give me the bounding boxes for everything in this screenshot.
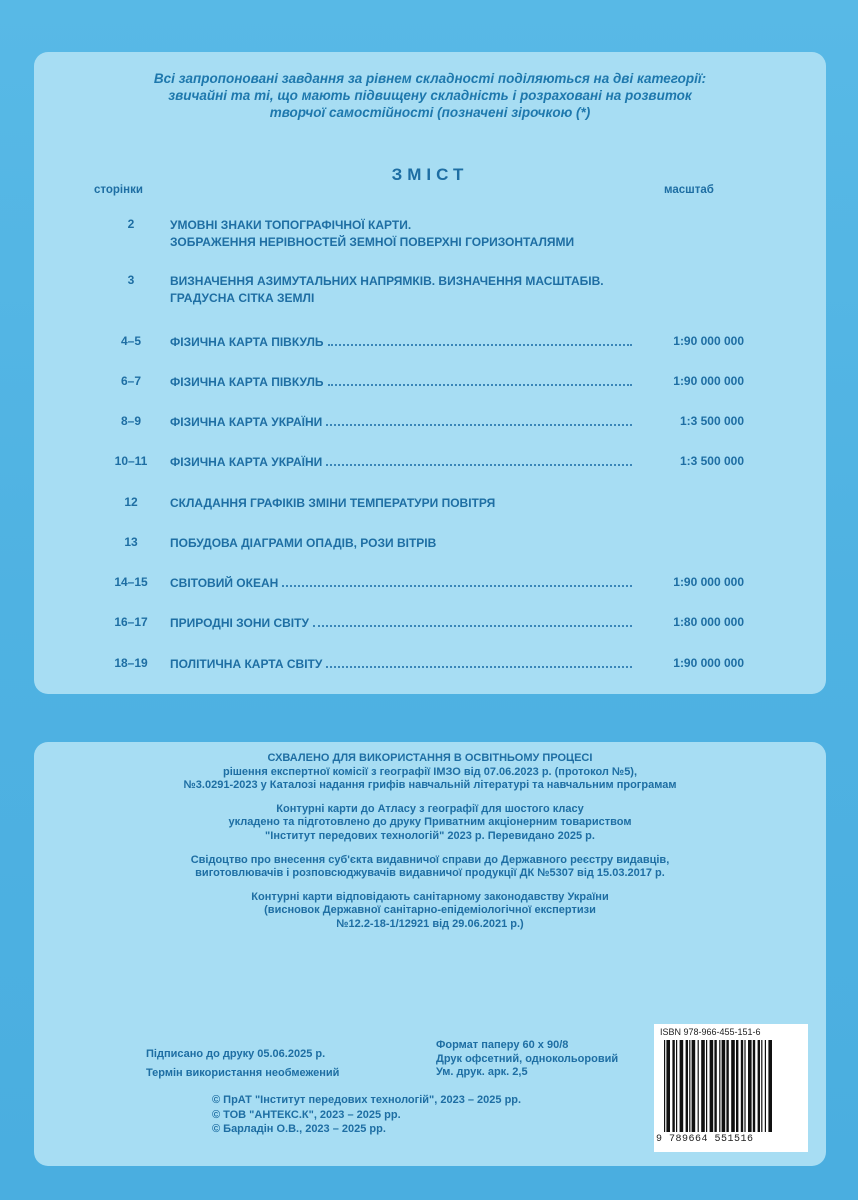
- barcode-bar: [698, 1040, 699, 1132]
- toc-scale: 1:90 000 000: [673, 575, 744, 589]
- barcode-bar: [748, 1040, 752, 1132]
- toc-entry-title: ПОЛІТИЧНА КАРТА СВІТУ: [170, 657, 323, 671]
- toc-entry-title: СВІТОВИЙ ОКЕАН: [170, 576, 279, 590]
- pages-column-header: сторінки: [94, 184, 143, 196]
- toc-scale: 1:90 000 000: [673, 334, 744, 348]
- approval-line: рішення експертної комісії з географії ІМЗО від 07.06.2023 р. (протокол №5),: [222, 765, 638, 778]
- barcode-bar: [672, 1040, 674, 1132]
- isbn-barcode: [654, 1024, 808, 1152]
- barcode-bar: [692, 1040, 696, 1132]
- toc-title: ЗМІСТ: [391, 165, 469, 184]
- barcode-bar: [666, 1040, 670, 1132]
- scale-column-header: масштаб: [664, 184, 714, 196]
- toc-page-number: 4–5: [120, 334, 142, 348]
- toc-entry: [34, 374, 826, 408]
- imprint-left: [146, 1048, 339, 1080]
- imprint-format: [436, 1039, 618, 1080]
- dot-leader: [282, 575, 632, 587]
- toc-page-number: 13: [124, 535, 138, 549]
- barcode-bar: [689, 1040, 690, 1132]
- copyright-list: [212, 1093, 521, 1137]
- toc-scale: 1:90 000 000: [673, 374, 744, 388]
- toc-entry-title: УМОВНІ ЗНАКИ ТОПОГРАФІЧНОЇ КАРТИ. ЗОБРАЖЕННЯ НЕРІВНОСТЕЙ ЗЕМНОЇ ПОВЕРХНІ ГОРИЗОНТАЛЯМИ: [170, 218, 575, 249]
- publisher-line: "Інститут передових технологій" 2023 р. Перевидано 2025 р.: [265, 829, 595, 842]
- dot-leader: [328, 334, 632, 346]
- toc-entry: [34, 656, 826, 690]
- toc-entry-title: ФІЗИЧНА КАРТА УКРАЇНИ: [170, 455, 323, 469]
- print-sheets: Ум. друк. арк. 2,5: [436, 1066, 528, 1078]
- copyright-line: © ТОВ "АНТЕКС.К", 2023 – 2025 рр.: [212, 1108, 401, 1121]
- toc-entry: [34, 495, 826, 529]
- certificate-line: виготовлювачів і розповсюджувачів видавничої продукції ДК №5307 від 15.03.2017 р.: [195, 867, 665, 880]
- barcode-bar: [753, 1040, 755, 1132]
- barcode-bar: [710, 1040, 714, 1132]
- certificate-line: Свідоцтво про внесення суб'єкта видавничої справи до Державного реєстру видавців,: [190, 853, 670, 866]
- dot-leader: [326, 414, 632, 426]
- toc-entry: [34, 454, 826, 488]
- barcode-bar: [726, 1040, 728, 1132]
- approval-text: [34, 752, 826, 942]
- toc-entry-title: ФІЗИЧНА КАРТА УКРАЇНИ: [170, 415, 323, 429]
- publisher-line: Контурні карти до Атласу з географії для шостого класу: [276, 802, 584, 815]
- sanitary-line: Контурні карти відповідають санітарному законодавству України: [251, 890, 609, 903]
- barcode-bar: [714, 1040, 716, 1132]
- sanitary-line: №12.2-18-1/12921 від 29.06.2021 р.): [336, 917, 524, 930]
- barcode-bar: [768, 1040, 772, 1132]
- isbn-number: ISBN 978-966-455-151-6: [660, 1027, 761, 1037]
- barcode-bars: [662, 1040, 800, 1132]
- copyright-line: © ПрАТ "Інститут передових технологій", 2023 – 2025 рр.: [212, 1094, 522, 1106]
- paper-format: Формат паперу 60 х 90/8: [436, 1039, 569, 1051]
- publisher-block: [34, 803, 826, 844]
- copyright-line: © Барладін О.В., 2023 – 2025 рр.: [212, 1123, 386, 1135]
- barcode-bar: [744, 1040, 745, 1132]
- barcode-bar: [701, 1040, 705, 1132]
- intro-line: Всі запропоновані завдання за рівнем складності поділяються на дві категорії:: [153, 71, 707, 86]
- barcode-bar: [719, 1040, 720, 1132]
- usage-term: Термін використання необмежений: [146, 1067, 340, 1079]
- certificate-block: [34, 854, 826, 881]
- toc-page-number: 8–9: [120, 414, 142, 428]
- barcode-digits: 9 789664 551516: [656, 1134, 754, 1145]
- approval-block: [34, 752, 826, 793]
- barcode-bar: [680, 1040, 684, 1132]
- toc-entry-title: ВИЗНАЧЕННЯ АЗИМУТАЛЬНИХ НАПРЯМКІВ. ВИЗНАЧЕННЯ МАСШТАБІВ. ГРАДУСНА СІТКА ЗЕМЛІ: [170, 274, 604, 305]
- toc-entry: [34, 575, 826, 609]
- barcode-bar: [664, 1040, 665, 1132]
- toc-entry: [34, 217, 826, 251]
- intro-line: звичайні та ті, що мають підвищену складність і розраховані на розвиток: [168, 88, 692, 103]
- barcode-bar: [722, 1040, 726, 1132]
- signed-date: Підписано до друку 05.06.2025 р.: [146, 1048, 326, 1060]
- barcode-bar: [731, 1040, 735, 1132]
- toc-entry-title: ПРИРОДНІ ЗОНИ СВІТУ: [170, 616, 309, 630]
- toc-entry: [34, 535, 826, 569]
- contents-panel: [34, 52, 826, 694]
- toc-entry: [34, 615, 826, 649]
- toc-entry-title: ФІЗИЧНА КАРТА ПІВКУЛЬ: [170, 335, 324, 349]
- dot-leader: [326, 454, 632, 466]
- dot-leader: [313, 615, 632, 627]
- sanitary-block: [34, 891, 826, 932]
- barcode-bar: [761, 1040, 762, 1132]
- dot-leader: [326, 656, 632, 668]
- toc-scale: 1:80 000 000: [673, 615, 744, 629]
- toc-page-number: 10–11: [114, 454, 148, 468]
- barcode-bar: [686, 1040, 688, 1132]
- intro-line: творчої самостійності (позначені зірочкою (*): [269, 105, 591, 120]
- toc-scale: 1:3 500 000: [679, 454, 744, 468]
- toc-entry-title: СКЛАДАННЯ ГРАФІКІВ ЗМІНИ ТЕМПЕРАТУРИ ПОВІТРЯ: [170, 496, 496, 510]
- toc-entry: [34, 273, 826, 307]
- toc-page-number: 14–15: [114, 575, 148, 589]
- print-type: Друк офсетний, однокольоровий: [436, 1052, 619, 1065]
- imprint-panel: [34, 742, 826, 1166]
- barcode-bar: [741, 1040, 743, 1132]
- toc-page-number: 2: [127, 217, 135, 231]
- toc-page-number: 6–7: [120, 374, 142, 388]
- toc-entry-title: ФІЗИЧНА КАРТА ПІВКУЛЬ: [170, 375, 324, 389]
- barcode-bar: [758, 1040, 760, 1132]
- toc-scale: 1:3 500 000: [679, 414, 744, 428]
- toc-scale: 1:90 000 000: [673, 656, 744, 670]
- toc-page-number: 12: [124, 495, 138, 509]
- barcode-bar: [765, 1040, 766, 1132]
- toc-page-number: 3: [127, 273, 135, 287]
- dot-leader: [328, 374, 632, 386]
- toc-entry: [34, 414, 826, 448]
- toc-entry-title: ПОБУДОВА ДІАГРАМИ ОПАДІВ, РОЗИ ВІТРІВ: [170, 536, 437, 550]
- approval-heading: СХВАЛЕНО ДЛЯ ВИКОРИСТАННЯ В ОСВІТНЬОМУ ПРОЦЕСІ: [267, 752, 593, 764]
- sanitary-line: (висновок Державної санітарно-епідеміологічної експертизи: [264, 904, 596, 917]
- barcode-bar: [736, 1040, 738, 1132]
- publisher-line: укладено та підготовлено до друку Приватним акціонерним товариством: [228, 816, 632, 829]
- toc-page-number: 18–19: [114, 656, 148, 670]
- intro-note: [74, 70, 786, 121]
- approval-line: №3.0291-2023 у Каталозі надання грифів навчальній літературі та навчальним програмам: [183, 779, 677, 792]
- toc-page-number: 16–17: [114, 615, 148, 629]
- barcode-bar: [676, 1040, 677, 1132]
- barcode-bar: [706, 1040, 707, 1132]
- toc-entry: [34, 334, 826, 368]
